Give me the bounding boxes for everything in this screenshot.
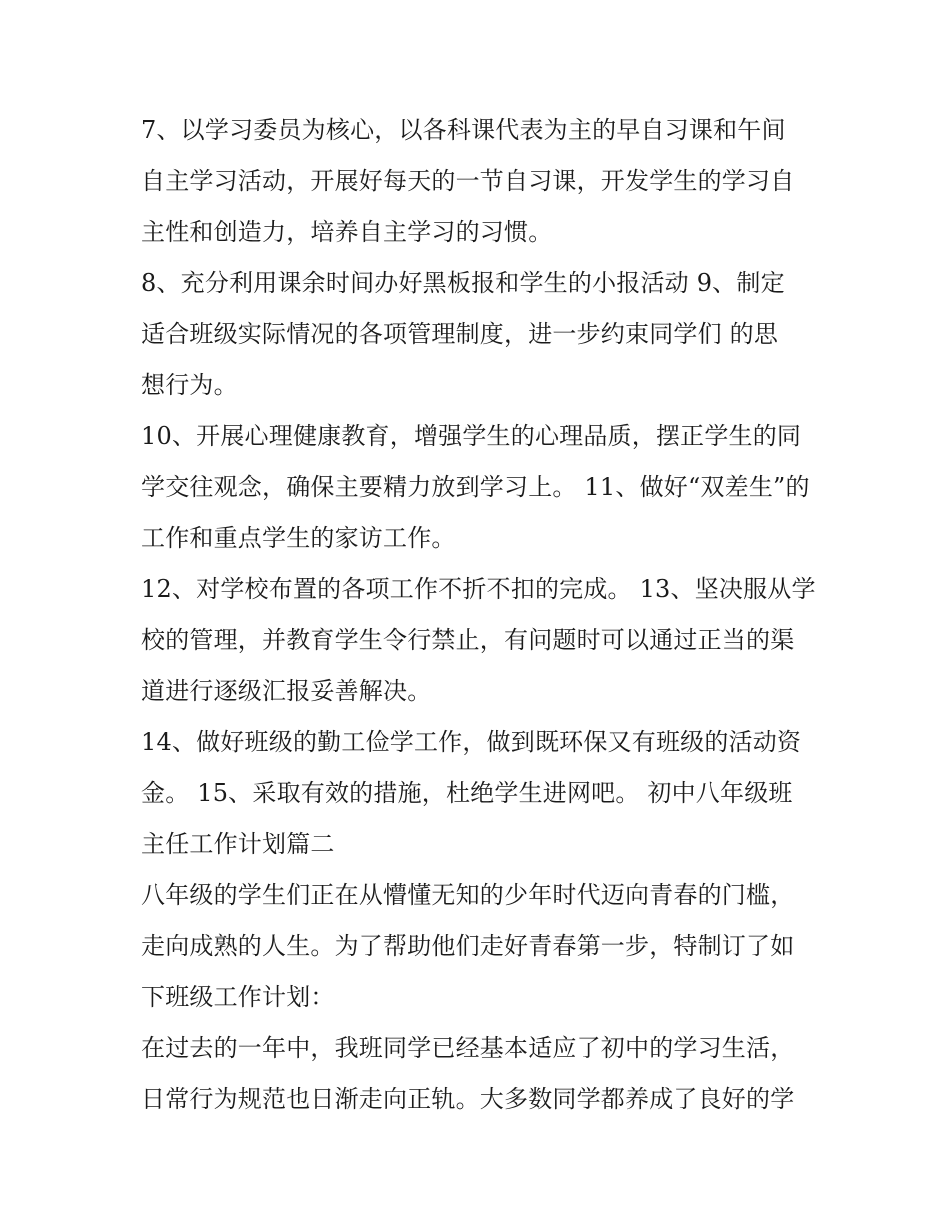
section-title-line: 主任工作计划篇二 (141, 830, 335, 858)
paragraph-item-10-line-3: 工作和重点学生的家访工作。 (141, 524, 456, 552)
paragraph-item-12-line-2: 校的管理，并教育学生令行禁止，有问题时可以通过正当的渠 (141, 626, 795, 654)
paragraph-item-7-line-2: 自主学习活动，开展好每天的一节自习课，开发学生的学习自 (141, 167, 795, 195)
paragraph-item-12-line-3: 道进行逐级汇报妥善解决。 (141, 677, 432, 705)
paragraph-intro-line-2: 走向成熟的人生。为了帮助他们走好青春第一步，特制订了如 (141, 932, 795, 960)
paragraph-item-12-line-1: 12、对学校布置的各项工作不折不扣的完成。 13、坚决服从学 (141, 575, 816, 603)
paragraph-situation-line-1: 在过去的一年中，我班同学已经基本适应了初中的学习生活， (141, 1034, 795, 1062)
paragraph-item-8-line-1: 8、充分利用课余时间办好黑板报和学生的小报活动 9、制定 (141, 269, 785, 297)
paragraph-item-8-line-2: 适合班级实际情况的各项管理制度，进一步约束同学们 的思 (141, 320, 779, 348)
paragraph-item-10-line-1: 10、开展心理健康教育，增强学生的心理品质，摆正学生的同 (141, 422, 802, 450)
paragraph-intro-line-3: 下班级工作计划： (141, 983, 335, 1011)
paragraph-situation-line-2: 日常行为规范也日渐走向正轨。大多数同学都养成了良好的学 (141, 1085, 795, 1113)
paragraph-item-8-line-3: 想行为。 (141, 371, 238, 399)
paragraph-intro-line-1: 八年级的学生们正在从懵懂无知的少年时代迈向青春的门槛， (141, 881, 795, 909)
paragraph-item-7-line-3: 主性和创造力，培养自主学习的习惯。 (141, 218, 553, 246)
paragraph-item-14-line-2: 金。 15、采取有效的措施，杜绝学生进网吧。 初中八年级班 (141, 779, 793, 807)
paragraph-item-7-line-1: 7、以学习委员为核心，以各科课代表为主的早自习课和午间 (141, 116, 786, 144)
paragraph-item-14-line-1: 14、做好班级的勤工俭学工作，做到既环保又有班级的活动资 (141, 728, 802, 756)
paragraph-item-10-line-2: 学交往观念，确保主要精力放到学习上。 11、做好“双差生”的 (141, 473, 810, 501)
